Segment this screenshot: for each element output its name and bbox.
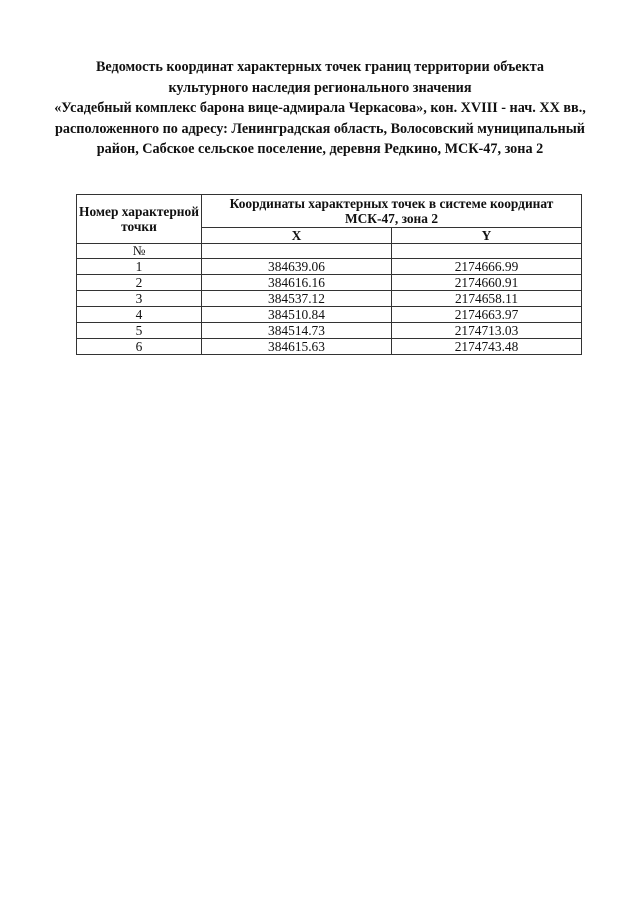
empty-cell <box>392 244 582 259</box>
number-sign-row <box>77 244 582 259</box>
header-point-number: Номер характерной точки <box>77 195 202 244</box>
document-title <box>40 57 600 160</box>
y-cell: 2174658.11 <box>392 291 582 307</box>
y-cell: 2174660.91 <box>392 275 582 291</box>
point-number-cell: 2 <box>77 275 202 291</box>
x-cell: 384616.16 <box>202 275 392 291</box>
header-y: Y <box>392 228 582 244</box>
y-cell: 2174666.99 <box>392 259 582 275</box>
x-cell: 384615.63 <box>202 339 392 355</box>
x-cell: 384639.06 <box>202 259 392 275</box>
empty-cell <box>202 244 392 259</box>
coordinates-table <box>76 194 582 355</box>
table-row <box>77 323 582 339</box>
title-line-1: Ведомость координат характерных точек границ территории объекта <box>95 59 545 75</box>
table-row <box>77 275 582 291</box>
y-cell: 2174663.97 <box>392 307 582 323</box>
point-number-cell: 3 <box>77 291 202 307</box>
y-cell: 2174743.48 <box>392 339 582 355</box>
point-number-cell: 5 <box>77 323 202 339</box>
header-x: X <box>202 228 392 244</box>
x-cell: 384537.12 <box>202 291 392 307</box>
table-row <box>77 259 582 275</box>
title-line-2: культурного наследия регионального значения <box>168 79 472 96</box>
table-row <box>77 339 582 355</box>
table-row <box>77 291 582 307</box>
x-cell: 384510.84 <box>202 307 392 323</box>
point-number-cell: 6 <box>77 339 202 355</box>
table-row <box>77 307 582 323</box>
point-number-cell: 1 <box>77 259 202 275</box>
title-line-5: район, Сабское сельское поселение, деревня Редкино, МСК-47, зона 2 <box>96 141 544 157</box>
title-line-4: расположенного по адресу: Ленинградская область, Волосовский муниципальный <box>55 120 585 137</box>
y-cell: 2174713.03 <box>392 323 582 339</box>
x-cell: 384514.73 <box>202 323 392 339</box>
point-number-cell: 4 <box>77 307 202 323</box>
header-coordinates: Координаты характерных точек в системе координат МСК-47, зона 2 <box>202 195 582 228</box>
number-sign-cell: № <box>77 244 202 259</box>
title-line-3: «Усадебный комплекс барона вице-адмирала Черкасова», кон. XVIII - нач. XX вв., <box>54 100 586 116</box>
